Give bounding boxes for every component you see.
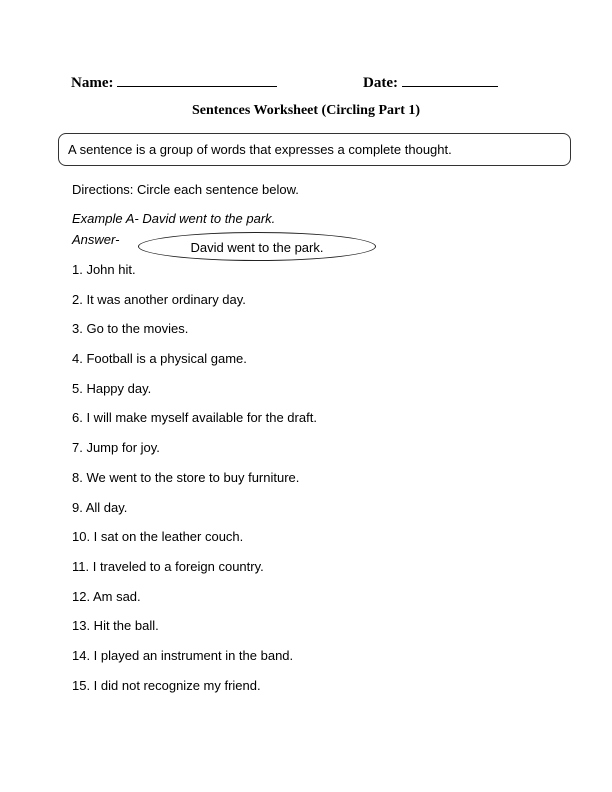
date-blank-line[interactable]	[402, 72, 498, 87]
date-label: Date:	[363, 75, 398, 91]
name-field[interactable]	[71, 72, 277, 92]
sentence-item[interactable]: 12. Am sad.	[72, 588, 141, 604]
sentence-item[interactable]: 10. I sat on the leather couch.	[72, 529, 244, 545]
example-answer-text: David went to the park.	[190, 240, 324, 255]
name-blank-line[interactable]	[117, 72, 277, 87]
example-answer-label: Answer-	[72, 232, 120, 247]
directions-text: Directions: Circle each sentence below.	[72, 182, 299, 197]
sentence-item[interactable]: 3. Go to the movies.	[72, 321, 189, 337]
sentence-item[interactable]: 2. It was another ordinary day.	[72, 291, 246, 307]
sentence-item[interactable]: 8. We went to the store to buy furniture.	[72, 469, 300, 485]
sentence-item[interactable]: 13. Hit the ball.	[72, 618, 159, 634]
example-answer-circle	[138, 232, 376, 261]
definition-box	[58, 133, 571, 166]
name-label: Name:	[71, 75, 114, 91]
date-field[interactable]	[363, 72, 498, 92]
sentence-item[interactable]: 9. All day.	[72, 499, 128, 515]
sentence-item[interactable]: 15. I did not recognize my friend.	[72, 677, 261, 693]
example-prompt: Example A- David went to the park.	[72, 211, 276, 226]
sentence-item[interactable]: 4. Football is a physical game.	[72, 351, 247, 367]
sentence-item[interactable]: 5. Happy day.	[72, 380, 152, 396]
sentence-list	[72, 262, 317, 707]
definition-text: A sentence is a group of words that expresses a complete thought.	[68, 142, 452, 157]
sentence-item[interactable]: 11. I traveled to a foreign country.	[72, 558, 264, 574]
sentence-item[interactable]: 6. I will make myself available for the draft.	[72, 410, 317, 426]
sentence-item[interactable]: 7. Jump for joy.	[72, 440, 160, 456]
sentence-item[interactable]: 14. I played an instrument in the band.	[72, 647, 294, 663]
worksheet-title: Sentences Worksheet (Circling Part 1)	[191, 103, 421, 118]
sentence-item[interactable]: 1. John hit.	[72, 262, 136, 277]
